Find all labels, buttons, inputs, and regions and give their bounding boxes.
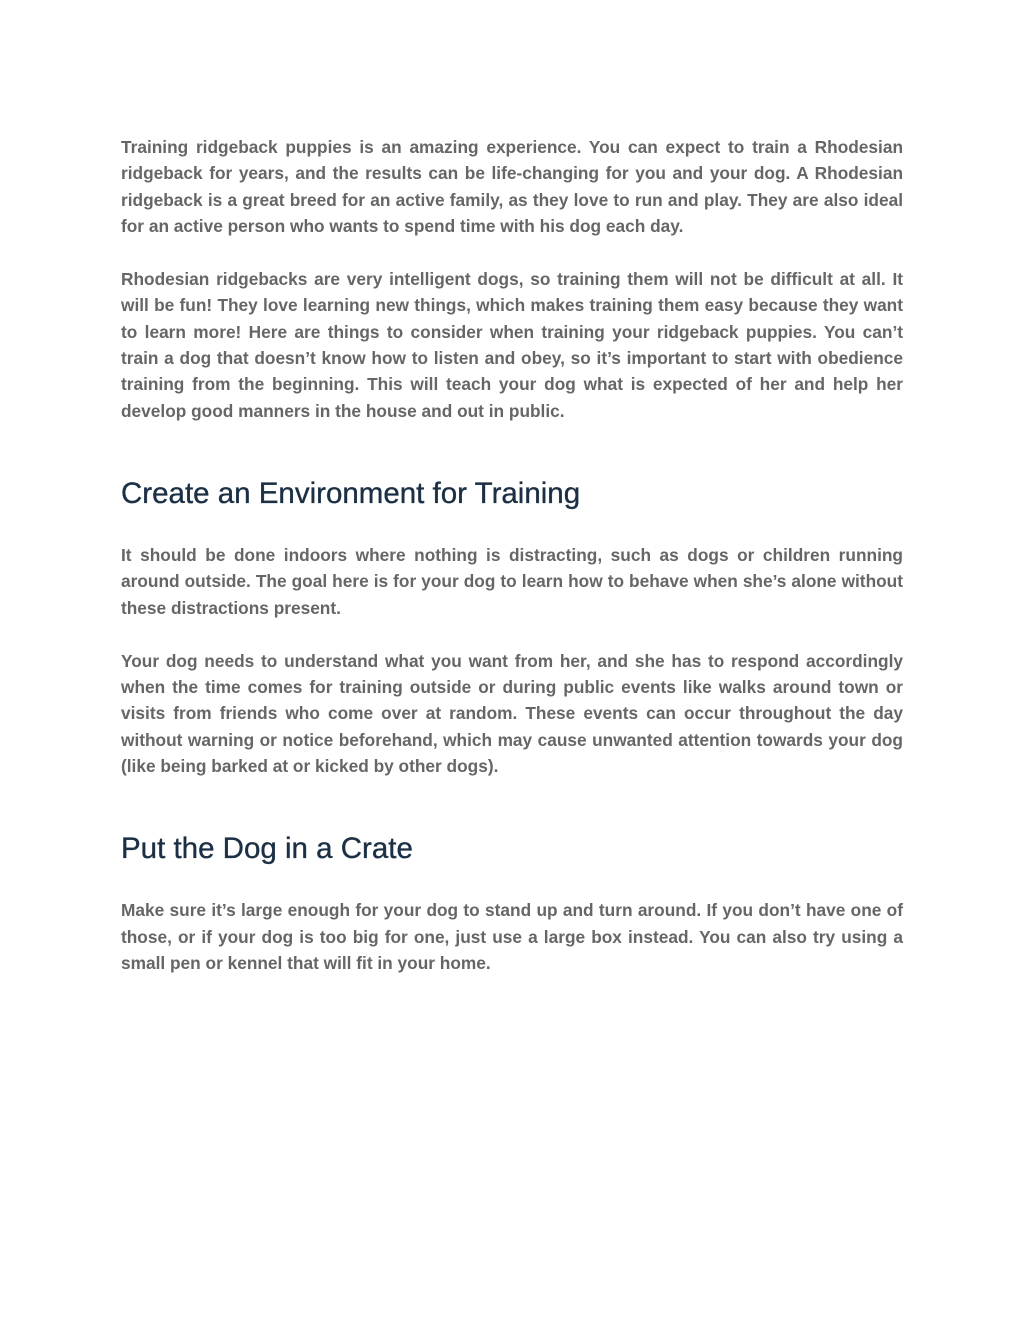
document-page [121,134,903,976]
section-heading-environment: Create an Environment for Training [121,476,581,510]
environment-paragraph-1: It should be done indoors where nothing is distracting, such as dogs or children running around outside. The goal here is for your dog to learn how to behave when she’s alone without these distractions present. [121,544,903,618]
crate-paragraph-1: Make sure it’s large enough for your dog to stand up and turn around. If you don’t have one of those, or if your dog is too big for one, just use a large box instead. You can also try using a small pen or kennel that will fit in your home. [121,900,903,973]
intro-paragraph-2: Rhodesian ridgebacks are very intelligent dogs, so training them will not be difficult at all. It will be fun! They love learning new things, which makes training them easy because they want to learn more! Here are things to consider when training your ridgeback puppies. You can’t train a dog that doesn’t know how to listen and obey, so it’s important to start with obedience training from the beginning. This will teach your dog what is expected of her and help her develop good manners in the house and out in public. [121,269,903,421]
intro-paragraph-1: Training ridgeback puppies is an amazing experience. You can expect to train a Rhodesian ridgeback for years, and the results can be life-changing for you and your dog. A Rhodesian ridgeback is a great breed for an active family, as they love to run and play. They are also ideal for an active person who wants to spend time with his dog each day. [121,137,903,236]
environment-paragraph-2: Your dog needs to understand what you want from her, and she has to respond accordingly when the time comes for training outside or during public events like walks around town or visits from friends who come over at random. These events can occur throughout the day without warning or notice beforehand, which may cause unwanted attention towards your dog (like being barked at or kicked by other dogs). [121,650,903,777]
section-heading-crate: Put the Dog in a Crate [121,832,413,866]
